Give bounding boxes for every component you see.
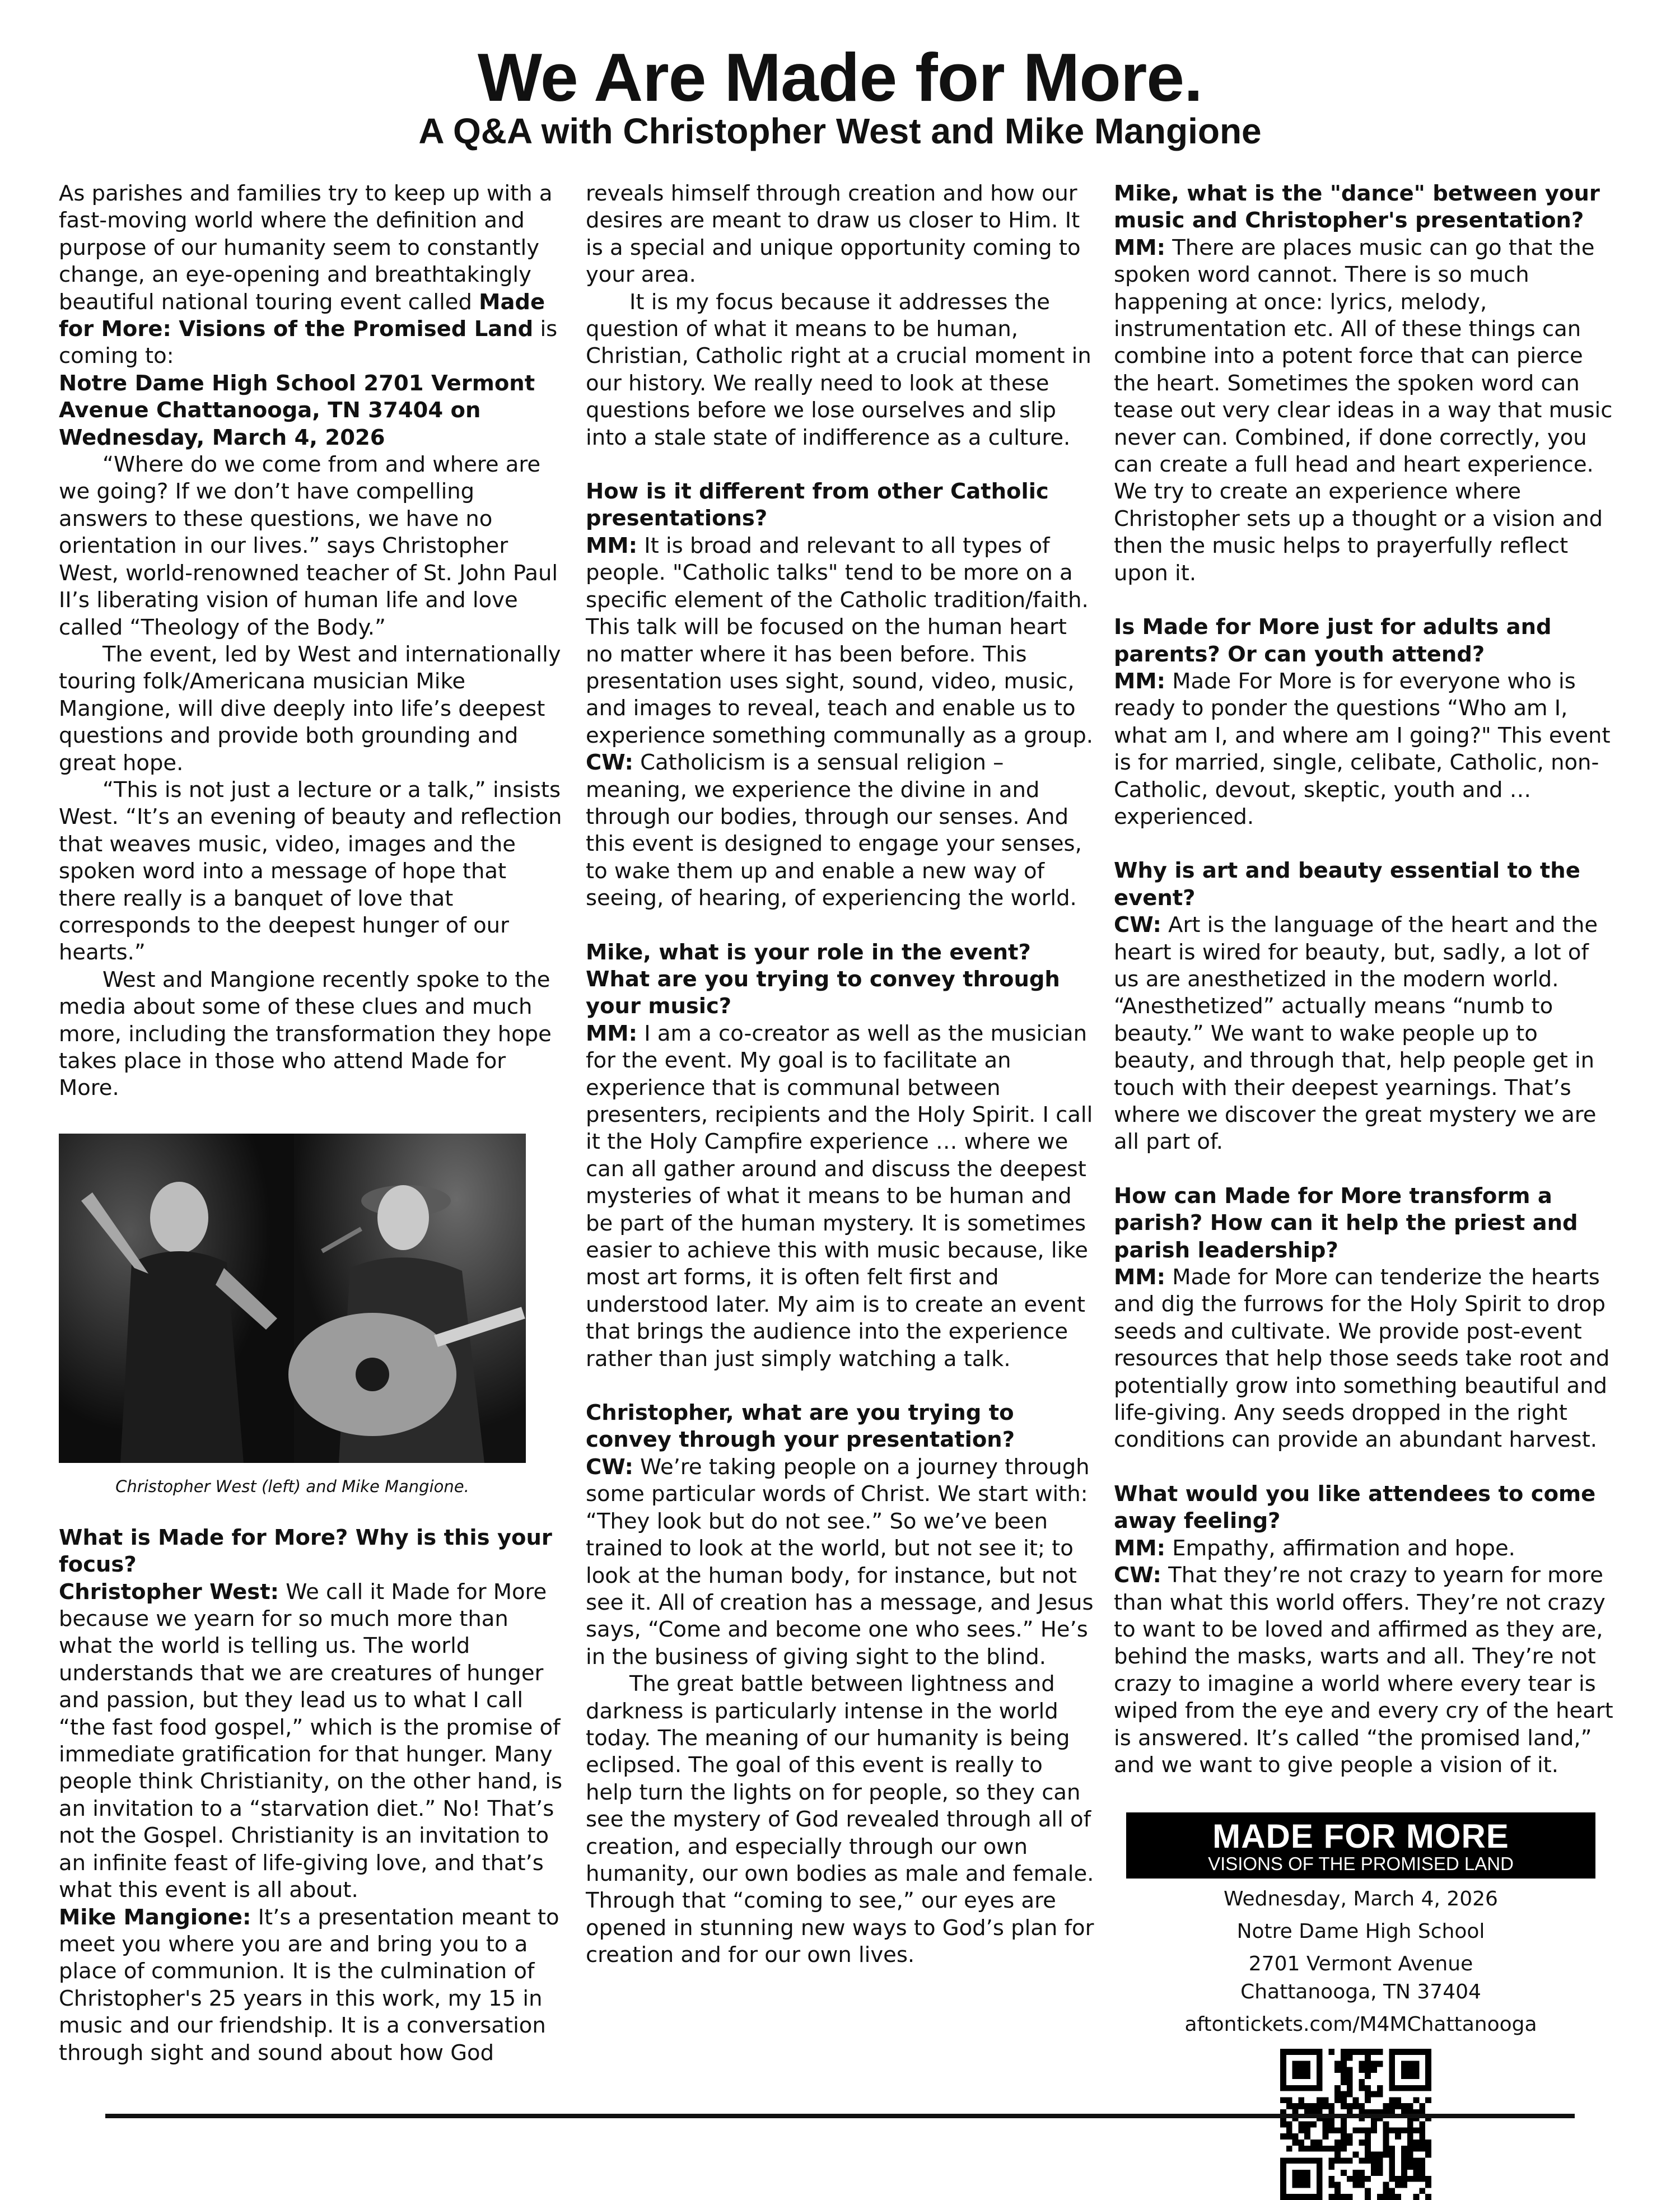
banner-subtitle: VISIONS OF THE PROMISED LAND [1208, 1853, 1514, 1875]
photo-caption: Christopher West (left) and Mike Mangione. [115, 1476, 469, 1496]
qr-code[interactable] [1280, 2049, 1431, 2200]
question-heading: Mike, what is the "dance" between your music and Christopher's presentation? [1114, 181, 1600, 234]
question-heading: What is Made for More? Why is this your focus? [59, 1525, 552, 1578]
bottom-rule [105, 2114, 1575, 2118]
answer-paragraph [586, 1020, 1094, 1373]
answer-text: Made for More can tenderize the hearts and dig the furrows for the Holy Spirit to drop seeds and cultivate. We provide post-event resources that help those seeds take root and potentially grow into something beautiful and life-giving. Any seeds dropped in the right conditions can provide an abundant harvest. [1114, 1265, 1610, 1453]
speaker-label: MM: [1114, 235, 1166, 260]
event-street: 2701 Vermont Avenue [1248, 1952, 1473, 1976]
ticket-link[interactable]: aftontickets.com/M4MChattanooga [1184, 2013, 1537, 2036]
column-1 [59, 180, 563, 2067]
intro-text-end: is coming to: [59, 316, 558, 369]
speaker-label: CW: [586, 1454, 633, 1480]
intro-paragraph [59, 180, 563, 370]
paragraph: reveals himself through creation and how our desires are meant to draw us closer to Him. It is a special and unique opportunity coming to your area. [586, 181, 1081, 288]
speaker-label: MM: [586, 1020, 638, 1046]
answer-text: Art is the language of the heart and the heart is wired for beauty, but, sadly, a lot of us are anesthetized in the modern world. “Anesthetized” actually means “numb to beauty.” We want to wake people up to beauty, and through that, help people get in touch with their deepest yearnings. That’s where we discover the great mystery we are all part of. [1114, 912, 1598, 1155]
answer-text: That they’re not crazy to yearn for more than what this world offers. They’re not crazy to want to be loved and affirmed as they are, behind the masks, warts and all. They’re not crazy to imagine a world where every tear is wiped from the eye and every cry of the heart is answered. It’s called “the promised land,” and we want to give people a vision of it. [1114, 1563, 1613, 1778]
answer-paragraph [1114, 235, 1618, 587]
speaker-label: CW: [586, 750, 633, 776]
speaker-label: MM: [1114, 668, 1166, 694]
answer-paragraph [59, 1904, 563, 2067]
event-city: Chattanooga, TN 37404 [1240, 1980, 1481, 2004]
answer-text: I am a co-creator as well as the musician for the event. My goal is to facilitate an experience that is communal between presenters, recipients and the Holy Spirit. I call it the Holy Campfire experience … where we can all gather around and discuss the deepest mysteries of what it means to be human and be part of the human mystery. It is sometimes easier to achieve this with music because, like most art forms, it is often felt first and understood later. My aim is to create an event that brings the audience into the experience rather than just simply watching a talk. [586, 1020, 1093, 1372]
answer-text: Made For More is for everyone who is ready to ponder the questions “Who am I, what am I, and where am I going?" This event is for married, single, celibate, Catholic, non-Catholic, devout, skeptic, youth and … experienced. [1114, 668, 1611, 829]
performers-photo [59, 1134, 526, 1463]
question-heading: Is Made for More just for adults and parents? Or can youth attend? [1114, 614, 1552, 667]
answer-paragraph [1114, 668, 1618, 831]
paragraph: “This is not just a lecture or a talk,” insists West. “It’s an evening of beauty and reflection that weaves music, video, images and the spoken word into a message of hope that there really is a banquet of love that corresponds to the deepest hunger of our hearts.” [59, 777, 562, 966]
page-title: We Are Made for More. [477, 39, 1203, 115]
answer-paragraph [1114, 1535, 1618, 1562]
answer-text: It’s a presentation meant to meet you where you are and bring you to a place of communion. It is the culmination of Christopher's 25 years in this work, my 15 in music and our friendship. It is a conversation through sight and sound about how God [59, 1904, 559, 2066]
answer-text: Empathy, affirmation and hope. [1165, 1535, 1515, 1561]
question-heading: Christopher, what are you trying to convey through your presentation? [586, 1400, 1015, 1453]
paragraph: West and Mangione recently spoke to the media about some of these clues and much more, including the transformation they hope takes place in those who attend Made for More. [59, 967, 552, 1101]
answer-text: Catholicism is a sensual religion – meaning, we experience the divine in and through our bodies, through our senses. And this event is designed to engage your senses, to wake them up and enable a new way of seeing, of hearing, of experiencing the world. [586, 750, 1082, 911]
question-heading: How is it different from other Catholic presentations? [586, 479, 1049, 532]
column-3 [1114, 180, 1618, 2200]
question-heading: How can Made for More transform a parish? How can it help the priest and parish leadership? [1114, 1183, 1578, 1263]
answer-text: We’re taking people on a journey through some particular words of Christ. We start with: “They look but do not see.” So we’ve been trained to look at the world, but not see it; to look at the human body, for instance, but not see it. All of creation has a message, and Jesus says, “Come and become one who sees.” He’s in the business of giving sight to the blind. [586, 1454, 1094, 1670]
speaker-label: MM: [1114, 1265, 1166, 1290]
speaker-label: Christopher West: [59, 1579, 279, 1605]
speaker-label: CW: [1114, 1563, 1161, 1588]
speaker-label: MM: [586, 533, 638, 558]
answer-text: It is broad and relevant to all types of people. "Catholic talks" tend to be more on a specific element of the Catholic tradition/faith. This talk will be focused on the human heart no matter where it has been before. This presentation uses sight, sound, video, music, and images to reveal, teach and enable us to experience something communally as a group. [586, 533, 1094, 748]
event-name: Made for More: Visions of the Promised Land [59, 289, 545, 342]
answer-text: There are places music can go that the spoken word cannot. There is so much happening at once: lyrics, melody, instrumentation etc. All of these things can combine into a potent force that can pierce the heart. Sometimes the spoken word can tease out very clear ideas in a way that music never can. Combined, if done correctly, you can create a full head and heart experience. We try to create an experience where Christopher sets up a thought or a vision and then the music helps to prayerfully reflect upon it. [1114, 235, 1613, 586]
column-2 [586, 180, 1094, 1969]
event-venue: Notre Dame High School [1236, 1920, 1485, 1943]
paragraph: The event, led by West and internationally touring folk/Americana musician Mike Mangione, will dive deeply into life’s deepest questions and provide both grounding and great hope. [59, 641, 561, 776]
question-heading: Why is art and beauty essential to the event? [1114, 858, 1580, 911]
answer-paragraph [586, 533, 1094, 749]
answer-paragraph [1114, 912, 1618, 1156]
answer-paragraph [1114, 1264, 1618, 1454]
banner-title: MADE FOR MORE [1212, 1817, 1509, 1856]
question-heading: What would you like attendees to come away feeling? [1114, 1481, 1596, 1534]
intro-text: As parishes and families try to keep up with a fast-moving world where the definition and purpose of our humanity seem to constantly change, an eye-opening and breathtakingly beautiful national touring event called [59, 181, 553, 315]
speaker-label: CW: [1114, 912, 1161, 938]
speaker-label: MM: [1114, 1535, 1166, 1561]
answer-paragraph [586, 1454, 1094, 1671]
answer-paragraph [1114, 1562, 1618, 1779]
venue-details: Notre Dame High School 2701 Vermont Avenue Chattanooga, TN 37404 on Wednesday, March 4, 2026 [59, 370, 535, 450]
answer-paragraph [59, 1579, 563, 1904]
answer-paragraph [586, 749, 1094, 912]
question-heading: Mike, what is your role in the event? What are you trying to convey through your music? [586, 939, 1060, 1019]
event-banner [1126, 1812, 1595, 1879]
paragraph: The great battle between lightness and darkness is particularly intense in the world today. The meaning of our humanity is being eclipsed. The goal of this event is really to help turn the lights on for people, so they can see the mystery of God revealed through all of creation, and especially through our own humanity, our own bodies as male and female. Through that “coming to see,” our eyes are opened in stunning new ways to God’s plan for creation and for our own lives. [586, 1671, 1094, 1968]
event-info [1114, 1885, 1608, 2039]
answer-text: We call it Made for More because we yearn for so much more than what the world is telling us. The world understands that we are creatures of hunger and passion, but they lead us to what I call “the fast food gospel,” which is the promise of immediate gratification for that hunger. Many people think Christianity, on the other hand, is an invitation to a “starvation diet.” No! That’s not the Gospel. Christianity is an invitation to an infinite feast of life-giving love, and that’s what this event is all about. [59, 1579, 563, 1903]
page-subtitle: A Q&A with Christopher West and Mike Mangione [418, 111, 1262, 151]
speaker-label: Mike Mangione: [59, 1904, 251, 1930]
event-date: Wednesday, March 4, 2026 [1224, 1887, 1498, 1911]
paragraph: “Where do we come from and where are we going? If we don’t have compelling answers to these questions, we have no orientation in our lives.” says Christopher West, world-renowned teacher of St. John Paul II’s liberating vision of human life and love called “Theology of the Body.” [59, 452, 558, 640]
paragraph: It is my focus because it addresses the question of what it means to be human, Christian, Catholic right at a crucial moment in our history. We really need to look at these questions before we lose ourselves and slip into a stale state of indifference as a culture. [586, 289, 1091, 450]
